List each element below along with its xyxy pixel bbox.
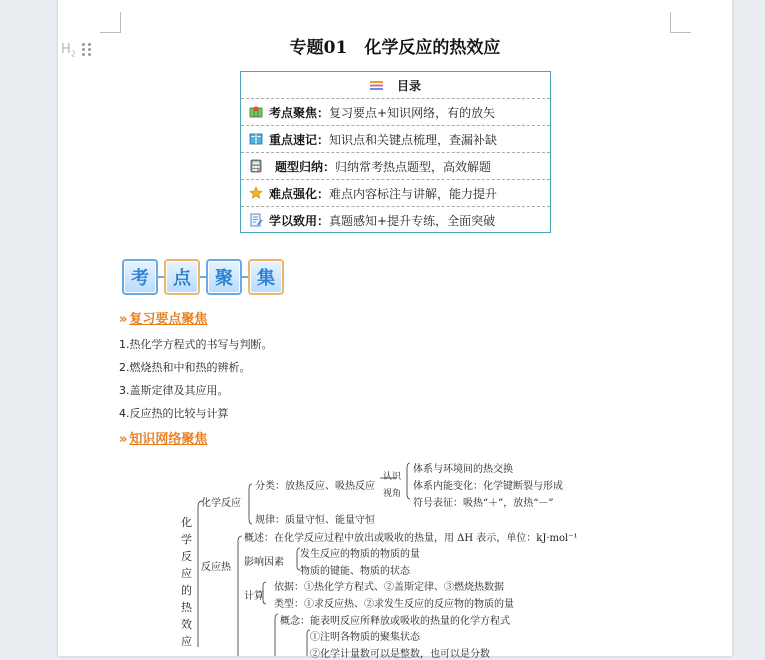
mindmap-node: 类型：①求反应热、②求发生反应的反应物的物质的量: [274, 599, 514, 610]
page-title: 专题01 化学反应的热效应: [289, 38, 501, 58]
list-item: 1.热化学方程式的书写与判断。: [119, 338, 273, 351]
badge-char: 考: [122, 259, 158, 295]
list-item: 4.反应热的比较与计算: [119, 407, 229, 420]
toc-key: 学以致用：: [269, 213, 330, 228]
toc-key: 题型归纳：: [275, 159, 336, 174]
mindmap-node: 认识: [383, 472, 402, 482]
mindmap-node: 计算: [244, 591, 264, 602]
mindmap-node: 发生反应的物质的物质的量: [300, 549, 420, 560]
toc-desc: 复习要点+知识网络，有的放矢: [329, 105, 496, 120]
toc-desc: 难点内容标注与讲解，能力提升: [329, 186, 498, 201]
section-heading-label: 知识网络聚焦: [129, 432, 208, 447]
mindmap-node: 化学反应: [201, 498, 241, 509]
mindmap-node: 分类：放热反应、吸热反应: [255, 481, 375, 492]
list-item: 2.燃烧热和中和热的辨析。: [119, 361, 251, 374]
mindmap-node: 视角: [383, 489, 402, 499]
toc-desc: 真题感知+提升专练，全面突破: [329, 213, 496, 228]
badge-char: 点: [164, 259, 200, 295]
mindmap-node: 物质的键能、物质的状态: [300, 566, 410, 577]
toc-key: 重点速记：: [269, 132, 330, 147]
mindmap-node: 概念：能表明反应所释放或吸收的热量的化学方程式: [280, 616, 510, 627]
mindmap-node: 规律：质量守恒、能量守恒: [255, 515, 375, 526]
mindmap-node: ①注明各物质的聚集状态: [310, 632, 420, 643]
mindmap-node: ②化学计量数可以是整数，也可以是分数: [310, 649, 490, 660]
mindmap-node: 符号表征：吸热“＋”，放热“－”: [413, 498, 554, 509]
mindmap-root: 化学反应的热效应: [181, 516, 192, 648]
document-page: [58, 0, 732, 660]
mindmap-node: 影响因素: [244, 557, 284, 568]
mindmap-node: 体系与环境间的热交换: [413, 464, 513, 475]
mindmap-node: 依据：①热化学方程式、②盖斯定律、③燃烧热数据: [274, 582, 504, 593]
mindmap-node: 概述：在化学反应过程中放出或吸收的热量，用 ΔH 表示，单位：kJ·mol⁻¹: [244, 533, 578, 544]
mindmap-node: 体系内能变化：化学键断裂与形成: [413, 481, 563, 492]
double-chevron-icon: »: [119, 312, 128, 327]
section-heading-label: 复习要点聚焦: [129, 312, 208, 327]
toc-desc: 知识点和关键点梳理，查漏补缺: [329, 132, 498, 147]
double-chevron-icon: »: [119, 432, 128, 447]
badge-char: 集: [248, 259, 284, 295]
badge-char: 聚: [206, 259, 242, 295]
list-item: 3.盖斯定律及其应用。: [119, 384, 229, 397]
toc-key: 考点聚焦：: [269, 105, 330, 120]
mindmap-node: 反应热: [201, 562, 231, 573]
heading-level-icon[interactable]: $H_2$: [61, 42, 76, 59]
toc-header-label: 目录: [396, 78, 421, 93]
toc-key: 难点强化：: [269, 186, 330, 201]
toc-desc: 归纳常考热点题型，高效解题: [335, 159, 492, 174]
